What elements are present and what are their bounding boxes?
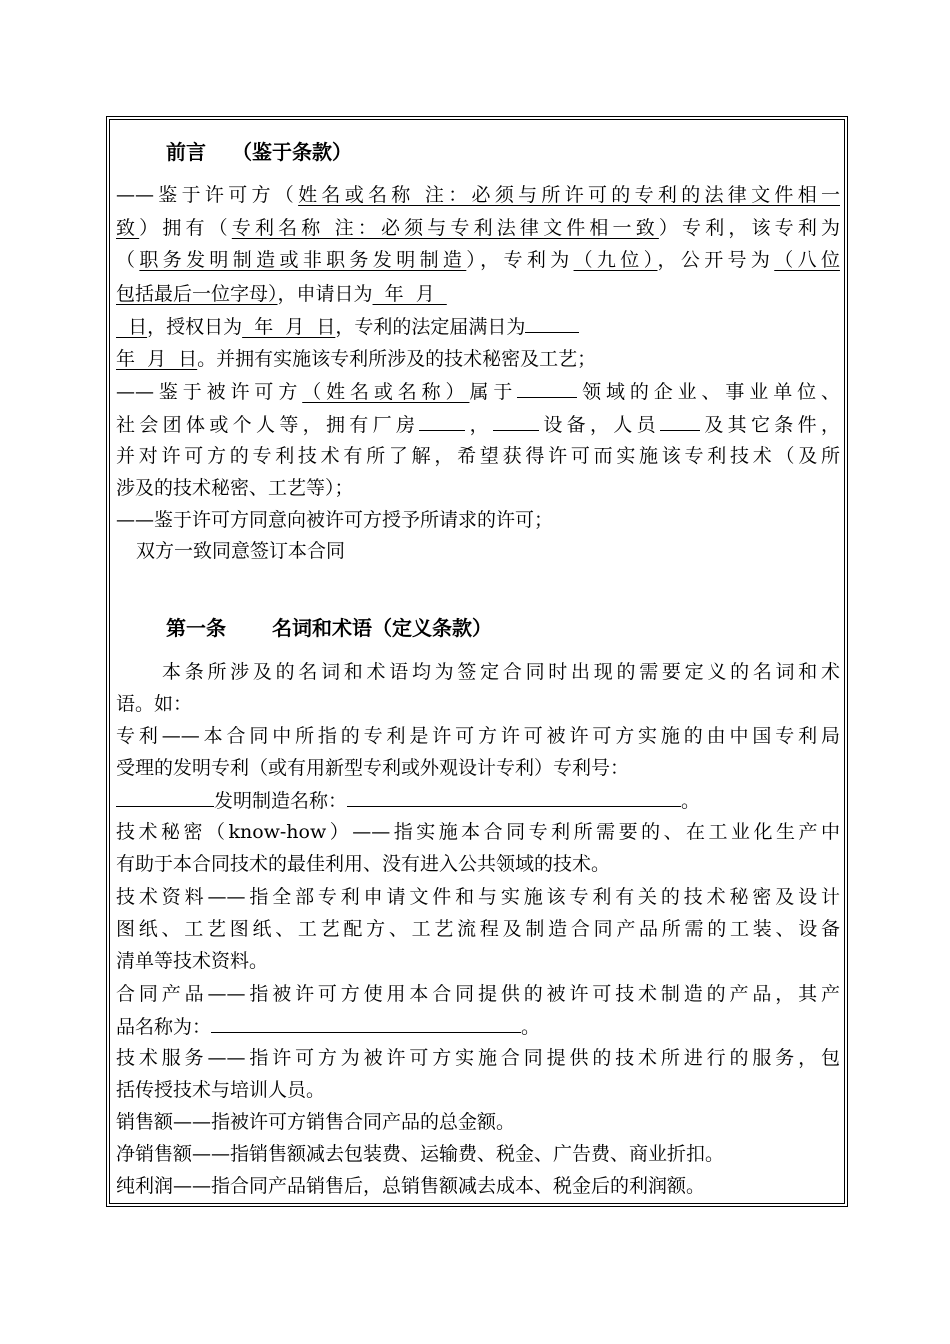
profit-def: 纯利润——指合同产品销售后，总销售额减去成本、税金后的利润额。 <box>116 1175 706 1197</box>
patent-name-field: 专利名称 注：必须与专利法律文件相一致 <box>231 217 659 239</box>
invention-name-blank <box>347 784 681 807</box>
text: 属于 <box>469 381 518 403</box>
text: ，授权日为 <box>147 316 243 338</box>
preface-heading <box>166 136 352 168</box>
article1-intro-2: 语。如： <box>116 693 193 715</box>
text: 。 <box>681 790 701 812</box>
application-date-field: 年 月 <box>372 283 447 305</box>
text: 。并拥有实施该专利所涉及的技术秘密及工艺； <box>197 348 597 370</box>
text: ），专利为 <box>466 249 574 271</box>
product-name-blank <box>211 1010 521 1033</box>
preface-line-1 <box>116 179 840 211</box>
techdata-def-3: 清单等技术资料。 <box>116 950 269 972</box>
preface-title: 前言 <box>166 140 206 164</box>
preface-line-2 <box>116 212 840 244</box>
preface-subtitle: （鉴于条款） <box>232 140 352 164</box>
text: 及其它条件， <box>699 414 840 436</box>
licensee-name-field: （姓名或名称） <box>302 381 470 403</box>
text: 品名称为： <box>116 1016 212 1038</box>
article1-heading <box>166 612 492 644</box>
article1-title: 第一条 <box>166 616 226 640</box>
service-def-2: 括传授技术与培训人员。 <box>116 1079 326 1101</box>
preface-line-9: 并对许可方的专利技术有所了解，希望获得许可而实施该专利技术（及所 <box>116 445 840 467</box>
preface-line-3 <box>116 244 840 276</box>
preface-line-8 <box>116 408 840 440</box>
publication-number-field-end: 包括最后一位字母） <box>116 283 278 305</box>
expiry-date-field: 年 月 日 <box>116 348 198 370</box>
personnel-blank <box>660 408 700 431</box>
article1-intro-1: 本条所涉及的名词和术语均为签定合同时出现的需要定义的名词和术 <box>162 661 840 683</box>
patent-def-1: 专利——本合同中所指的专利是许可方许可被许可方实施的由中国专利局 <box>116 725 840 747</box>
product-def-2 <box>116 1010 540 1042</box>
techdata-def-1: 技术资料——指全部专利申请文件和与实施该专利有关的技术秘密及设计 <box>116 886 840 908</box>
patent-def-3 <box>116 784 700 816</box>
patent-number-blank <box>116 784 214 807</box>
preface-line-7 <box>116 375 840 407</box>
text: （ <box>116 249 140 271</box>
preface-line-5 <box>116 310 579 342</box>
knowhow-def-1: 技术秘密（know-how）——指实施本合同专利所需要的、在工业化生产中 <box>116 821 840 843</box>
grant-date-field: 年 月 日 <box>242 316 336 338</box>
preface-line-12: 双方一致同意签订本合同 <box>136 540 346 562</box>
patent-number-field: （九位） <box>573 249 658 271</box>
text: ）拥有（ <box>139 217 232 239</box>
text: 社会团体或个人等，拥有厂房 <box>116 414 420 436</box>
text: ，公开号为 <box>657 249 775 271</box>
publication-number-field: （八位 <box>774 249 840 271</box>
text: 。 <box>521 1016 541 1038</box>
patent-def-2: 受理的发明专利（或有用新型专利或外观设计专利）专利号： <box>116 757 630 779</box>
licensor-name-field: 姓名或名称 注：必须与所许可的专利的法律文件相一 <box>298 184 840 206</box>
preface-line-4 <box>116 278 447 310</box>
field-domain-blank <box>517 375 577 398</box>
application-date-day-field: 日 <box>116 316 148 338</box>
equipment-blank <box>493 408 539 431</box>
article1-subtitle: 名词和术语（定义条款） <box>272 616 492 640</box>
service-def-1: 技术服务——指许可方为被许可方实施合同提供的技术所进行的服务，包 <box>116 1047 840 1069</box>
text: ，专利的法定届满日为 <box>335 316 526 338</box>
net-sales-def: 净销售额——指销售额减去包装费、运输费、税金、广告费、商业折扣。 <box>116 1143 725 1165</box>
text: 领域的企业、事业单位、 <box>577 381 840 403</box>
text: 设备，人员 <box>538 414 660 436</box>
text: ——鉴于许可方（ <box>116 184 299 206</box>
expiry-date-blank <box>525 310 579 333</box>
licensor-name-field-end: 致 <box>116 217 140 239</box>
knowhow-def-2: 有助于本合同技术的最佳利用、没有进入公共领域的技术。 <box>116 853 611 875</box>
text: ——鉴于被许可方 <box>116 381 303 403</box>
text: ， <box>465 414 493 436</box>
product-def-1: 合同产品——指被许可方使用本合同提供的被许可技术制造的产品，其产 <box>116 983 840 1005</box>
techdata-def-2: 图纸、工艺图纸、工艺配方、工艺流程及制造合同产品所需的工装、设备 <box>116 918 840 940</box>
text: ）专利，该专利为 <box>658 217 840 239</box>
text: 发明制造名称： <box>214 790 348 812</box>
sales-def: 销售额——指被许可方销售合同产品的总金额。 <box>116 1111 516 1133</box>
text: ，申请日为 <box>277 283 373 305</box>
preface-line-11: ——鉴于许可方同意向被许可方授予所请求的许可； <box>116 509 554 531</box>
invention-type-field: 职务发明制造或非职务发明制造 <box>139 249 467 271</box>
preface-line-10: 涉及的技术秘密、工艺等）； <box>116 477 354 499</box>
preface-line-6 <box>116 343 596 375</box>
plant-blank <box>419 408 465 431</box>
